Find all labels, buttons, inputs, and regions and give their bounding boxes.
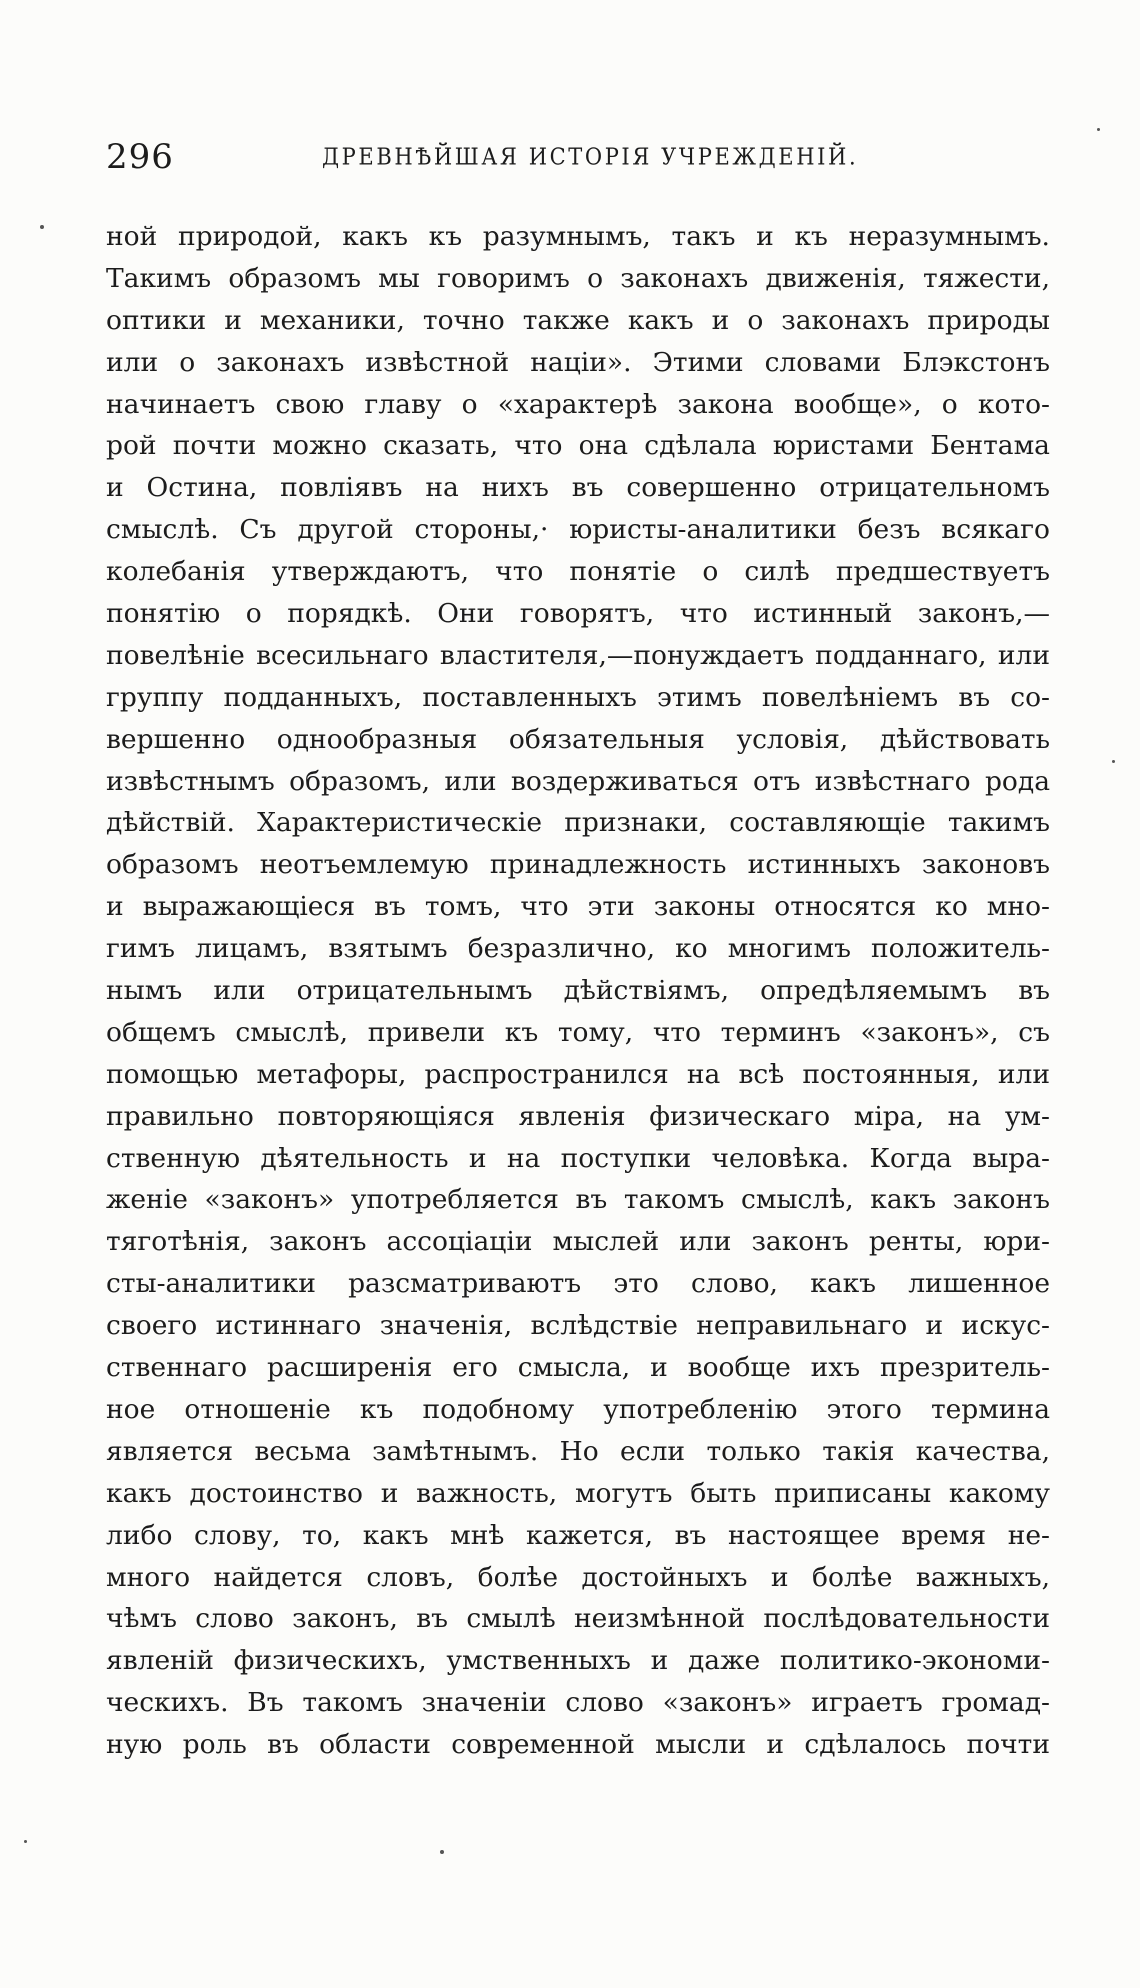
text-line: помощью метафоры, распространился на всѣ постоянныя, или	[106, 1058, 1050, 1090]
text-line: вершенно однообразныя обязательныя условія, дѣйствовать	[106, 723, 1050, 755]
text-line: правильно повторяющіяся явленія физическаго міра, на ум-	[106, 1100, 1050, 1132]
print-speck	[40, 225, 44, 229]
text-line: и Остина, повліявъ на нихъ въ совершенно отрицательномъ	[106, 472, 1050, 504]
print-speck	[24, 1840, 27, 1843]
text-line: либо слову, то, какъ мнѣ кажется, въ настоящее время не-	[106, 1519, 1050, 1551]
text-line: дѣйствій. Характеристическіе признаки, составляющіе такимъ	[106, 807, 1050, 839]
text-line: сты-аналитики разсматриваютъ это слово, какъ лишенное	[106, 1268, 1050, 1300]
text-line: Такимъ образомъ мы говоримъ о законахъ движенія, тяжести,	[106, 262, 1050, 294]
text-line: общемъ смыслѣ, привели къ тому, что терминъ «законъ», съ	[106, 1016, 1050, 1048]
text-line: ное отношеніе къ подобному употребленію этого термина	[106, 1393, 1050, 1425]
text-line: ческихъ. Въ такомъ значеніи слово «законъ» играетъ громад-	[106, 1687, 1050, 1719]
text-line: ственнаго расширенія его смысла, и вообще ихъ презритель-	[106, 1352, 1050, 1384]
text-line: начинаетъ свою главу о «характерѣ закона вообще», о кото-	[106, 388, 1050, 420]
text-line: является весьма замѣтнымъ. Но если только такія качества,	[106, 1435, 1050, 1467]
text-line: понятію о порядкѣ. Они говорятъ, что истинный законъ,—	[106, 598, 1050, 630]
text-line: ственную дѣятельность и на поступки человѣка. Когда выра-	[106, 1142, 1050, 1174]
text-line: ную роль въ области современной мысли и сдѣлалось почти	[106, 1729, 1050, 1761]
text-line: гимъ лицамъ, взятымъ безразлично, ко многимъ положитель-	[106, 933, 1050, 965]
text-line: своего истиннаго значенія, вслѣдствіе неправильнаго и искус-	[106, 1310, 1050, 1342]
text-line: смыслѣ. Съ другой стороны,· юристы-аналитики безъ всякаго	[106, 514, 1050, 546]
body-text	[106, 216, 1050, 1766]
text-line: оптики и механики, точно также какъ и о законахъ природы	[106, 304, 1050, 336]
print-speck	[1097, 128, 1100, 131]
text-line: группу подданныхъ, поставленныхъ этимъ повелѣніемъ въ со-	[106, 681, 1050, 713]
text-line: явленій физическихъ, умственныхъ и даже политико-экономи-	[106, 1645, 1050, 1677]
text-line: нымъ или отрицательнымъ дѣйствіямъ, опредѣляемымъ въ	[106, 975, 1050, 1007]
running-title: ДРЕВНѢЙШАЯ ИСТОРІЯ УЧРЕЖДЕНІЙ.	[322, 143, 859, 171]
print-speck	[1112, 760, 1115, 763]
text-line: и выражающіеся въ томъ, что эти законы относятся ко мно-	[106, 891, 1050, 923]
text-line: много найдется словъ, болѣе достойныхъ и болѣе важныхъ,	[106, 1561, 1050, 1593]
text-line: рой почти можно сказать, что она сдѣлала юристами Бентама	[106, 430, 1050, 462]
page-number: 296	[106, 137, 174, 177]
print-speck	[440, 1850, 444, 1854]
text-line: повелѣніе всесильнаго властителя,—понуждаетъ подданнаго, или	[106, 639, 1050, 671]
text-line: колебанія утверждаютъ, что понятіе о силѣ предшествуетъ	[106, 556, 1050, 588]
page-header	[106, 137, 1050, 177]
text-line: женіе «законъ» употребляется въ такомъ смыслѣ, какъ законъ	[106, 1184, 1050, 1216]
text-line: или о законахъ извѣстной націи». Этими словами Блэкстонъ	[106, 346, 1050, 378]
text-line: ной природой, какъ къ разумнымъ, такъ и къ неразумнымъ.	[106, 221, 1050, 252]
text-line: чѣмъ слово законъ, въ смылѣ неизмѣнной послѣдовательности	[106, 1603, 1050, 1635]
text-line: тяготѣнія, законъ ассоціаціи мыслей или законъ ренты, юри-	[106, 1226, 1050, 1258]
text-line: извѣстнымъ образомъ, или воздерживаться отъ извѣстнаго рода	[106, 765, 1050, 797]
text-line: какъ достоинство и важность, могутъ быть приписаны какому	[106, 1477, 1050, 1509]
text-line: образомъ неотъемлемую принадлежность истинныхъ законовъ	[106, 849, 1050, 881]
